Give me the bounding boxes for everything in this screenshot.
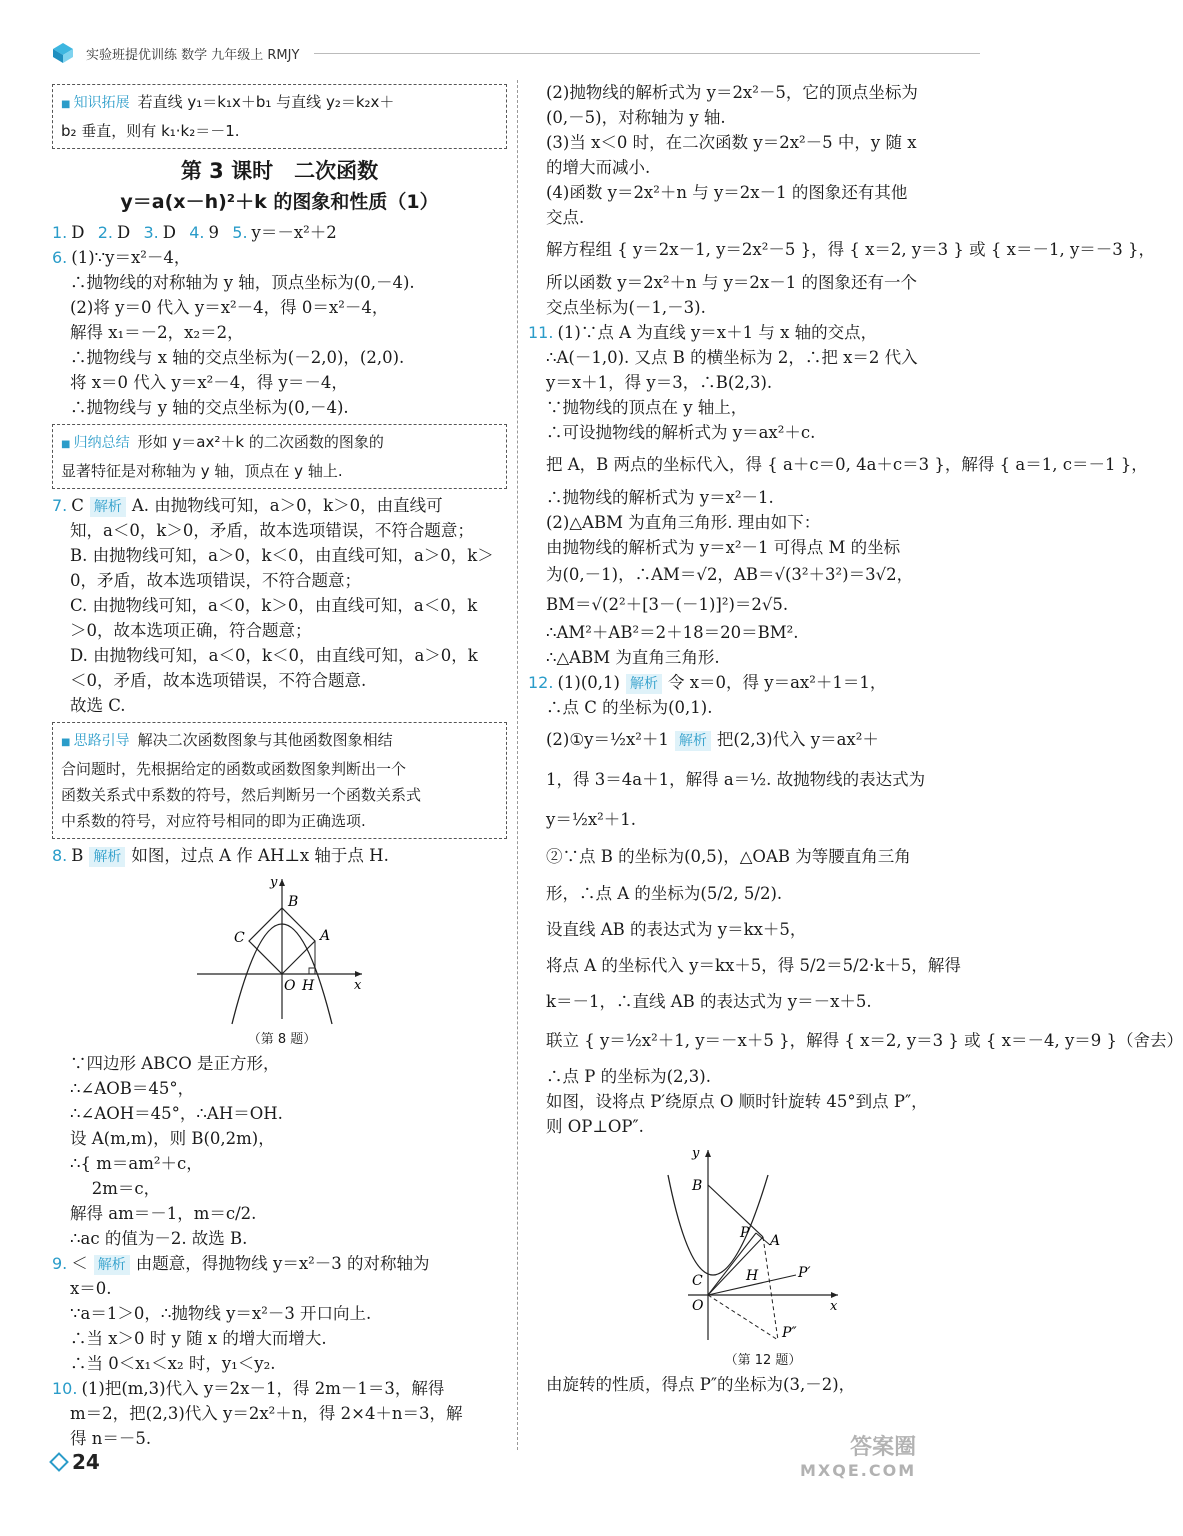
q8-line: 解得 am＝－1，m＝c/2. [70,1204,257,1223]
fig-label: A [770,1233,781,1249]
box-line: 中系数的符号，对应符号相同的即为正确选项. [61,812,366,830]
q8-line: 8. B 解析 如图，过点 A 作 AH⊥x 轴于点 H. [52,846,389,865]
q9-line: x＝0. [70,1279,112,1298]
right-column [528,80,1183,1397]
q9-line: ∵a＝1＞0，∴抛物线 y＝x²－3 开口向上. [70,1304,372,1323]
q10-line: 的增大而减小. [546,158,651,177]
q11-line: 11. (1)∵点 A 为直线 y＝x＋1 与 x 轴的交点， [528,323,878,342]
left-column [52,80,507,1451]
box-line: 若直线 y₁＝k₁x＋b₁ 与直线 y₂＝k₂x＋ [137,93,395,111]
q8-line: 设 A(m,m)，则 B(0,2m)， [70,1129,275,1148]
q6-line: 解得 x₁＝－2，x₂＝2， [70,323,244,342]
book-logo-icon [52,42,74,64]
figure-caption: （第 12 题） [724,1353,802,1368]
page-header [52,38,982,68]
fig-label: O [692,1298,704,1314]
q7-line: 故选 C. [70,696,126,715]
fig-label: C [692,1273,703,1289]
q10-line: (4)函数 y＝2x²＋n 与 y＝2x－1 的图象还有其他 [546,183,908,202]
box-line: 函数关系式中系数的符号，然后判断另一个函数关系式 [61,786,422,804]
q6-line: 将 x＝0 代入 y＝x²－4，得 y＝－4， [70,373,348,392]
q12-line: y＝½x²＋1. [546,810,636,829]
fig-label: P′ [798,1265,811,1281]
q10-line: 交点坐标为(－1,－3). [546,298,706,317]
q7-line: B. 由抛物线可知，a＞0，k＜0，由直线可知，a＞0，k＞ [70,546,494,565]
header-rule [314,53,980,54]
q11-line: ∴AM²＋AB²＝2＋18＝20＝BM². [546,623,799,642]
fig-label: H [746,1268,759,1284]
header-title: 实验班提优训练 数学 九年级上 RMJY [86,48,300,63]
q11-line: (2)△ABM 为直角三角形. 理由如下： [546,513,821,532]
q12-line: 设直线 AB 的表达式为 y＝kx＋5， [546,920,807,939]
fig-label: y [270,875,278,890]
answers-row: 1. D 2. D 3. D 4. 9 5. y＝－x²＋2 [52,223,337,242]
watermark-line: 答案圈 [850,1435,917,1460]
q11-line: ∴A(－1,0). 又点 B 的横坐标为 2，∴把 x＝2 代入 [546,348,918,367]
q11-line: 由抛物线的解析式为 y＝x²－1 可得点 M 的坐标 [546,538,901,557]
analysis-tag: 解析 [89,847,125,867]
q6-line: ∴抛物线与 x 轴的交点坐标为(－2,0)，(2,0). [70,348,405,367]
q12-line: 形，∴点 A 的坐标为(5/2, 5/2). [546,884,783,903]
box-tag: ■ 思路引导 [61,728,130,756]
q12-line: ②∵点 B 的坐标为(0,5)，△OAB 为等腰直角三角 [546,847,911,866]
q12-line: 由旋转的性质，得点 P″的坐标为(3,－2)， [546,1375,856,1394]
q8-line: 2m＝c， [70,1179,161,1198]
q10-line: (2)抛物线的解析式为 y＝2x²－5，它的顶点坐标为 [546,83,918,102]
box-line: 显著特征是对称轴为 y 轴，顶点在 y 轴上. [61,462,343,480]
q11-line: BM＝√(2²＋[3－(－1)]²)＝2√5. [546,595,789,614]
analysis-tag: 解析 [94,1255,130,1275]
q7-line: 7. C 解析 A. 由抛物线可知，a＞0，k＞0，由直线可 [52,496,443,515]
q6-line: ∴抛物线的对称轴为 y 轴，顶点坐标为(0,－4). [70,273,415,292]
fig-label: O [284,978,296,994]
fig-label: x [830,1299,838,1314]
q7-line: D. 由抛物线可知，a＜0，k＜0，由直线可知，a＞0，k [70,646,478,665]
q10-line: (3)当 x＜0 时，在二次函数 y＝2x²－5 中，y 随 x [546,133,917,152]
q11-line: ∵抛物线的顶点在 y 轴上， [546,398,748,417]
q12-line: 12. (1)(0,1) 解析 令 x＝0，得 y＝ax²＋1＝1， [528,673,887,692]
fig-label: x [354,978,362,993]
watermark-line: MXQE.COM [800,1461,917,1480]
guide-box: ■ 思路引导 解决二次函数图象与其他函数图象相结 合问题时，先根据给定的函数或函数图象判断出一个 函数关系式中系数的符号，然后判断另一个函数关系式 中系数的符号，对应符号相同的即为正确选项. [52,722,507,839]
q11-line: 把 A，B 两点的坐标代入，得 { a＋c＝0, 4a＋c＝3 }，解得 { a＝1, c＝－1 }， [546,455,1148,474]
knowledge-box [52,84,507,149]
page-number-icon [49,1452,69,1472]
q12-line: 则 OP⊥OP″. [546,1117,644,1136]
fig-label: P″ [782,1325,797,1341]
summary-box: ■ 归纳总结 形如 y＝ax²＋k 的二次函数的图象的 显著特征是对称轴为 y 轴，顶点在 y 轴上. [52,424,507,489]
q7-line: ＞0，故本选项正确，符合题意； [70,621,312,640]
fig-label: y [692,1146,700,1161]
q10-line: (0,－5)，对称轴为 y 轴. [546,108,726,127]
q10-line: 10. (1)把(m,3)代入 y＝2x－1，得 2m－1＝3，解得 [52,1379,445,1398]
q8-line: ∴{ m＝am²＋c， [70,1154,203,1173]
q10-line: 得 n＝－5. [70,1429,152,1448]
fig-label: P [740,1225,750,1241]
q10-line: 解方程组 { y＝2x－1, y＝2x²－5 }，得 { x＝2, y＝3 } 或 { x＝－1, y＝－3 }， [546,240,1156,259]
analysis-tag: 解析 [90,497,126,517]
figure-q12 [678,1145,983,1368]
box-tag: ■ 归纳总结 [61,430,130,458]
analysis-tag: 解析 [626,674,662,694]
rotation-figure [678,1145,848,1345]
box-line: b₂ 垂直，则有 k₁·k₂＝－1. [61,122,240,140]
figure-q8 [192,874,507,1047]
q8-line: ∵四边形 ABCO 是正方形， [70,1054,280,1073]
q12-line: ∴点 C 的坐标为(0,1). [546,698,713,717]
q7-line: 知，a＜0，k＞0，矛盾，故本选项错误，不符合题意； [70,521,474,540]
q8-line: ∴∠AOB＝45°， [70,1079,195,1098]
analysis-tag: 解析 [675,731,711,751]
q10-line: 所以函数 y＝2x²＋n 与 y＝2x－1 的图象还有一个 [546,273,917,292]
q8-line: ∴∠AOH＝45°，∴AH＝OH. [70,1104,283,1123]
q11-line: ∴可设抛物线的解析式为 y＝ax²＋c. [546,423,816,442]
box-line: 合问题时，先根据给定的函数或函数图象判断出一个 [61,760,407,778]
q9-line: ∴当 0＜x₁＜x₂ 时，y₁＜y₂. [70,1354,276,1373]
column-divider [517,80,518,1450]
q6-line: (2)将 y＝0 代入 y＝x²－4，得 0＝x²－4， [70,298,389,317]
q12-line: 将点 A 的坐标代入 y＝kx＋5，得 5/2＝5/2·k＋5，解得 [546,956,961,975]
q12-line: ∴点 P 的坐标为(2,3). [546,1067,711,1086]
q6-line: ∴抛物线与 y 轴的交点坐标为(0,－4). [70,398,349,417]
figure-caption: （第 8 题） [247,1032,317,1047]
q12-line: k＝－1，∴直线 AB 的表达式为 y＝－x＋5. [546,992,872,1011]
lesson-title: 第 3 课时 二次函数 [180,159,379,183]
lesson-subtitle: y＝a(x－h)²＋k 的图象和性质（1） [120,191,439,213]
q9-line: ∴当 x＞0 时 y 随 x 的增大而增大. [70,1329,327,1348]
q7-line: 0，矛盾，故本选项错误，不符合题意； [70,571,361,590]
q11-line: 为(0,－1)，∴AM＝√2，AB＝√(3²＋3²)＝3√2， [546,565,914,584]
q12-line: 如图，设将点 P′绕原点 O 顺时针旋转 45°到点 P″， [546,1092,928,1111]
q12-line: 1，得 3＝4a＋1，解得 a＝½. 故抛物线的表达式为 [546,770,926,789]
watermark [800,1430,916,1480]
q10-line: m＝2，把(2,3)代入 y＝2x²＋n，得 2×4＋n＝3，解 [70,1404,463,1423]
page-number: 24 [52,1450,100,1474]
q9-line: 9. ＜ 解析 由题意，得抛物线 y＝x²－3 的对称轴为 [52,1254,430,1273]
fig-label: H [302,978,315,994]
parabola-square-figure [192,874,372,1024]
fig-label: C [234,930,245,946]
q11-line: ∴△ABM 为直角三角形. [546,648,720,667]
fig-label: B [288,894,299,910]
fig-label: A [320,928,331,944]
q11-line: ∴抛物线的解析式为 y＝x²－1. [546,488,774,507]
box-tag: ■ 知识拓展 [61,90,130,118]
q11-line: y＝x＋1，得 y＝3，∴B(2,3). [546,373,773,392]
q12-line: 联立 { y＝½x²＋1, y＝－x＋5 }，解得 { x＝2, y＝3 } 或 { x＝－4, y＝9 }（舍去） [546,1031,1183,1050]
q8-line: ∴ac 的值为－2. 故选 B. [70,1229,248,1248]
q10-line: 交点. [546,208,585,227]
q6-line: 6. (1)∵y＝x²－4， [52,248,191,267]
fig-label: B [692,1178,703,1194]
q12-line: (2)①y＝½x²＋1 解析 把(2,3)代入 y＝ax²＋ [546,730,879,749]
q7-line: C. 由抛物线可知，a＜0，k＞0，由直线可知，a＜0，k [70,596,478,615]
q7-line: ＜0，矛盾，故本选项错误，不符合题意. [70,671,367,690]
